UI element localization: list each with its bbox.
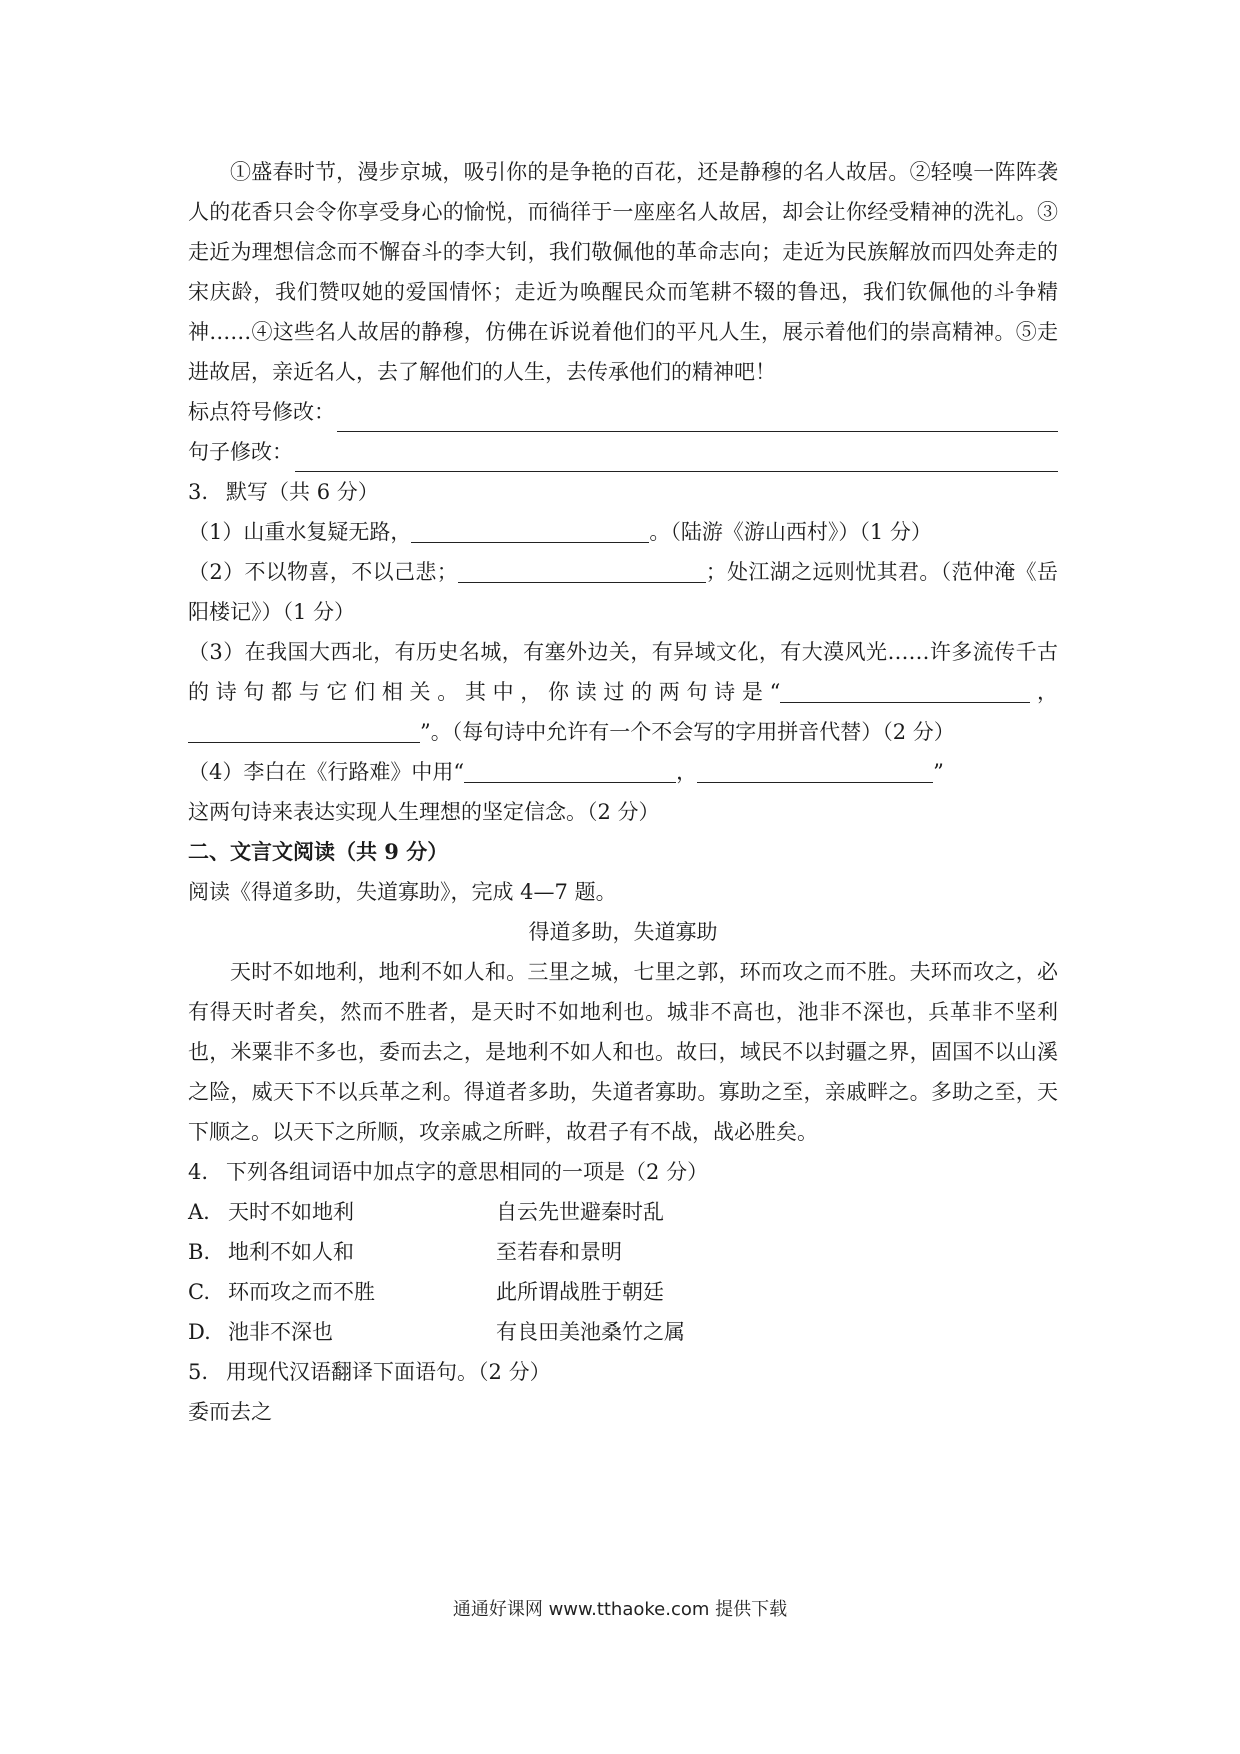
answer-blank[interactable] xyxy=(411,520,649,543)
punctuation-fix-line xyxy=(188,392,1058,432)
option-right: 此所谓战胜于朝廷 xyxy=(496,1280,664,1304)
item-text: ” xyxy=(933,760,944,784)
question-5 xyxy=(188,1352,1058,1392)
option-b[interactable] xyxy=(188,1232,1058,1272)
question-3-title xyxy=(188,472,1058,512)
option-left: 天时不如地利 xyxy=(228,1200,354,1224)
answer-blank[interactable] xyxy=(188,720,420,743)
question-5-text: 用现代汉语翻译下面语句。（2 分） xyxy=(226,1360,551,1384)
option-c[interactable] xyxy=(188,1272,1058,1312)
answer-blank[interactable] xyxy=(697,760,933,783)
option-left: 环而攻之而不胜 xyxy=(228,1280,375,1304)
item-text: ”。（每句诗中允许有一个不会写的字用拼音代替）（2 分） xyxy=(420,720,955,744)
item-text: （2）不以物喜，不以己悲； xyxy=(188,560,458,584)
question-3-item-2 xyxy=(188,552,1058,632)
item-text: ， xyxy=(1030,680,1059,704)
item-text: ， xyxy=(676,760,698,784)
question-number: 5. xyxy=(188,1360,209,1384)
question-3-item-4 xyxy=(188,752,1058,832)
question-4 xyxy=(188,1152,1058,1192)
answer-blank[interactable] xyxy=(780,680,1030,703)
question-3-text: 默写（共 6 分） xyxy=(226,480,379,504)
answer-blank[interactable] xyxy=(464,760,676,783)
section-2-heading: 二、文言文阅读（共 9 分） xyxy=(188,839,449,864)
question-4-text: 下列各组词语中加点字的意思相同的一项是（2 分） xyxy=(226,1160,709,1184)
item-text: 。（陆游《游山西村》）（1 分） xyxy=(649,520,932,544)
item-text: （4）李白在《行路难》中用“ xyxy=(188,760,465,784)
classical-text-title: 得道多助，失道寡助 xyxy=(528,920,718,944)
item-text: ；处江湖之远则忧其君。（范仲淹《岳阳楼记》）（1 分） xyxy=(188,560,1058,624)
sentence-fix-label: 句子修改： xyxy=(188,440,293,464)
item-text: 这两句诗来表达实现人生理想的坚定信念。（2 分） xyxy=(188,800,660,824)
option-letter: D. xyxy=(188,1320,211,1344)
item-text: （1）山重水复疑无路， xyxy=(188,520,412,544)
classical-text-body: 天时不如地利，地利不如人和。三里之城，七里之郭，环而攻之而不胜。夫环而攻之，必有得天时者矣，然而不胜者，是天时不如地利也。城非不高也，池非不深也，兵革非不坚利也，米粟非不多也，委而去之，是地利不如人和也。故曰，域民不以封疆之界，固国不以山溪之险，威天下不以兵革之利。得道者多助，失道者寡助。寡助之至，亲戚畔之。多助之至，天下顺之。以天下之所顺，攻亲戚之所畔，故君子有不战，战必胜矣。 xyxy=(188,960,1058,1144)
option-right: 至若春和景明 xyxy=(496,1240,622,1264)
section-2-intro: 阅读《得道多助，失道寡助》，完成 4—7 题。 xyxy=(188,880,617,904)
question-number: 4. xyxy=(188,1160,209,1184)
option-right: 自云先世避秦时乱 xyxy=(496,1200,664,1224)
option-letter: C. xyxy=(188,1280,210,1304)
question-3-item-3 xyxy=(188,632,1058,752)
option-d[interactable] xyxy=(188,1312,1058,1352)
option-right: 有良田美池桑竹之属 xyxy=(496,1320,685,1344)
question-5-item: 委而去之 xyxy=(188,1400,272,1424)
sentence-fix-blank[interactable] xyxy=(295,443,1058,472)
answer-blank[interactable] xyxy=(458,560,706,583)
option-left: 地利不如人和 xyxy=(228,1240,354,1264)
option-a[interactable] xyxy=(188,1192,1058,1232)
question-3-item-1 xyxy=(188,512,1058,552)
page-footer: 通通好课网 www.tthaoke.com 提供下载 xyxy=(452,1599,788,1620)
sentence-fix-line xyxy=(188,432,1058,472)
question-number: 3. xyxy=(188,480,209,504)
option-letter: A. xyxy=(188,1200,210,1224)
punctuation-fix-label: 标点符号修改： xyxy=(188,400,335,424)
option-letter: B. xyxy=(188,1240,211,1264)
page-content xyxy=(188,152,1058,1432)
punctuation-fix-blank[interactable] xyxy=(337,403,1058,432)
modern-passage: ①盛春时节，漫步京城，吸引你的是争艳的百花，还是静穆的名人故居。②轻嗅一阵阵袭人的花香只会令你享受身心的愉悦，而徜徉于一座座名人故居，却会让你经受精神的洗礼。③走近为理想信念而不懈奋斗的李大钊，我们敬佩他的革命志向；走近为民族解放而四处奔走的宋庆龄，我们赞叹她的爱国情怀；走近为唤醒民众而笔耕不辍的鲁迅，我们钦佩他的斗争精神……④这些名人故居的静穆，仿佛在诉说着他们的平凡人生，展示着他们的崇高精神。⑤走进故居，亲近名人，去了解他们的人生，去传承他们的精神吧！ xyxy=(188,160,1058,384)
option-left: 池非不深也 xyxy=(228,1320,333,1344)
item-text: （3）在我国大西北，有历史名城，有塞外边关，有异域文化，有大漠风光……许多流传千古的诗句都与它们相关。其中，你读过的两句诗是“ xyxy=(188,640,1058,704)
